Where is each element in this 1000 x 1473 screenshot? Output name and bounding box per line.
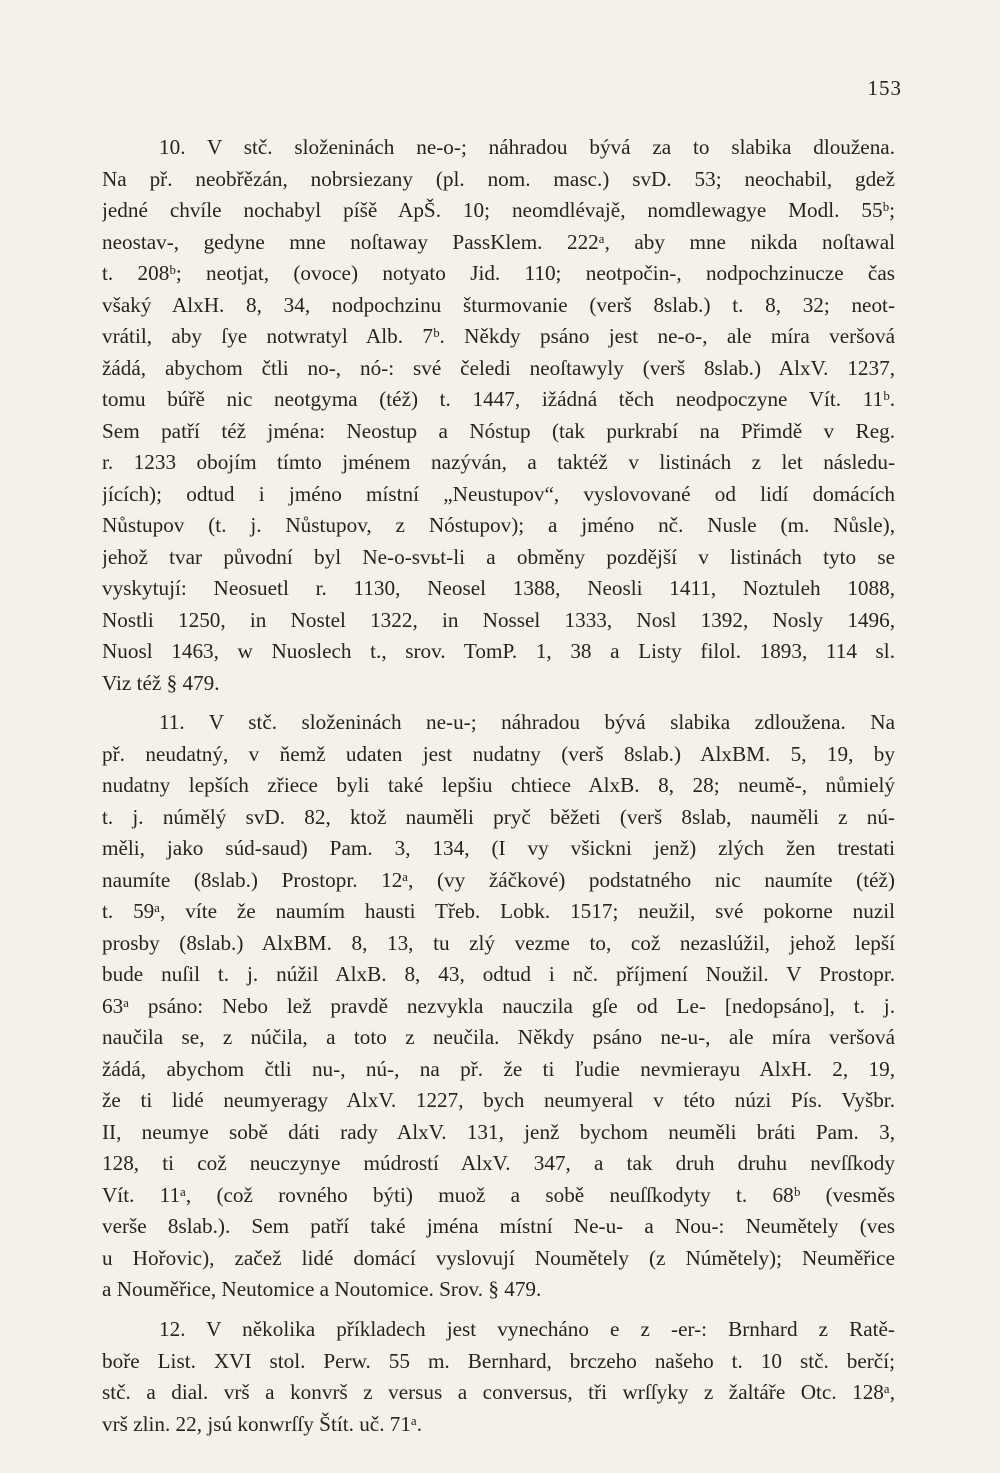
- text-line: bude nuſil t. j. núžil AlxB. 8, 43, odtud i nč. příjmení Noužil. V Prostopr.: [102, 962, 895, 986]
- text-line: a Nouměřice, Neutomice a Noutomice. Srov. § 479.: [102, 1277, 542, 1301]
- text-line: r. 1233 obojím tímto jménem nazýván, a taktéž v listinách z let následu-: [102, 450, 895, 474]
- text-line: nudatny lepších zřiece byli také lepšiu chtiece AlxB. 8, 28; neumě-, nůmielý: [102, 773, 895, 797]
- text-line: stč. a dial. vrš a konvrš z versus a conversus, tři wrſſyky z žaltáře Otc. 128ᵃ,: [102, 1380, 895, 1404]
- text-line: boře List. XVI stol. Perw. 55 m. Bernhard, brczeho našeho t. 10 stč. berčí;: [102, 1348, 895, 1373]
- text-line: u Hořovic), začež lidé domácí vyslovují Noumětely (z Númětely); Neuměřice: [102, 1245, 895, 1270]
- page-number: 153: [867, 76, 902, 100]
- text-line: 63ᵃ psáno: Nebo lež pravdě nezvykla nauczila gſe od Le- [nedopsáno], t. j.: [102, 993, 895, 1018]
- text-line: vrš zlin. 22, jsú konwrſſy Štít. uč. 71ᵃ.: [102, 1411, 423, 1436]
- text-line: vrátil, aby ſye notwratyl Alb. 7ᵇ. Někdy psáno jest ne-o-, ale míra veršová: [102, 324, 895, 348]
- text-line: žádá, abychom čtli nu-, nú-, na př. že ti ľudie nevmierayu AlxH. 2, 19,: [102, 1056, 895, 1081]
- text-line: Vít. 11ᵃ, (což rovného býti) muož a sobě neuſſkodyty t. 68ᵇ (vesměs: [102, 1182, 895, 1207]
- text-line: jících); odtud i jméno místní „Neustupov“, vyslovované od lidí domácích: [102, 481, 895, 506]
- text-line: vyskytují: Neosuetl r. 1130, Neosel 1388, Neosli 1411, Noztuleh 1088,: [102, 576, 895, 600]
- text-line: naumíte (8slab.) Prostopr. 12ᵃ, (vy žáčkové) podstatného nic naumíte (též): [102, 867, 895, 892]
- text-line: t. 208ᵇ; neotjat, (ovoce) notyato Jid. 110; neotpočin-, nodpochzinucze čas: [102, 261, 895, 285]
- text-line: naučila se, z núčila, a toto z neučila. Někdy psáno ne-u-, ale míra veršová: [102, 1025, 895, 1049]
- text-line: 11. V stč. složeninách ne-u-; náhradou bývá slabika zdloužena. Na: [159, 710, 895, 734]
- text-line: II, neumye sobě dáti rady AlxV. 131, jenž bychom neuměli bráti Pam. 3,: [102, 1119, 895, 1144]
- text-line: Nostli 1250, in Nostel 1322, in Nossel 1333, Nosl 1392, Nosly 1496,: [102, 607, 895, 632]
- text-line: Viz též § 479.: [102, 670, 220, 695]
- text-line: neostav-, gedyne mne noſtaway PassKlem. 222ᵃ, aby mne nikda noſtawal: [102, 229, 895, 254]
- text-line: verše 8slab.). Sem patří také jména místní Ne-u- a Nou-: Neumětely (ves: [102, 1214, 895, 1238]
- text-line: 10. V stč. složeninách ne-o-; náhradou bývá za to slabika dloužena.: [159, 135, 895, 159]
- text-line: t. j. númělý svD. 82, ktož nauměli pryč běžeti (verš 8slab, nauměli z nú-: [102, 804, 895, 829]
- text-line: žádá, abychom čtli no-, nó-: své čeledi neoſtawyly (verš 8slab.) AlxV. 1237,: [102, 355, 895, 380]
- text-line: t. 59ᵃ, víte že naumím hausti Třeb. Lobk. 1517; neužil, své pokorne nuzil: [102, 899, 895, 923]
- text-line: Nůstupov (t. j. Nůstupov, z Nóstupov); a jméno nč. Nusle (m. Nůsle),: [102, 513, 895, 537]
- text-line: jehož tvar původní byl Ne-o-svьt-li a obměny pozdější v listinách tyto se: [102, 544, 895, 569]
- text-line: že ti lidé neumyeragy AlxV. 1227, bych neumyeral v této núzi Pís. Vyšbr.: [102, 1088, 895, 1112]
- text-line: všaký AlxH. 8, 34, nodpochzinu šturmovanie (verš 8slab.) t. 8, 32; neot-: [102, 292, 895, 317]
- text-line: Nuosl 1463, w Nuoslech t., srov. TomP. 1, 38 a Listy filol. 1893, 114 sl.: [102, 639, 895, 663]
- text-line: Na př. neobřězán, nobrsiezany (pl. nom. masc.) svD. 53; neochabil, gdež: [102, 166, 895, 191]
- text-line: Sem patří též jména: Neostup a Nóstup (tak purkrabí na Přimdě v Reg.: [102, 418, 895, 443]
- text-line: tomu búřě nic neotgyma (též) t. 1447, ižádná těch neodpoczyne Vít. 11ᵇ.: [102, 387, 895, 411]
- text-line: př. neudatný, v ňemž udaten jest nudatny (verš 8slab.) AlxBM. 5, 19, by: [102, 741, 895, 766]
- text-line: měli, jako súd-saud) Pam. 3, 134, (I vy všickni jenž) zlých žen trestati: [102, 836, 895, 860]
- text-line: 128, ti což neuczynye múdrostí AlxV. 347, a tak druh druhu nevſſkody: [102, 1151, 895, 1175]
- text-line: jedné chvíle nochabyl píšě ApŠ. 10; neomdlévajě, nomdlewagye Modl. 55ᵇ;: [102, 198, 895, 222]
- text-line: 12. V několika příkladech jest vynecháno e z -er-: Brnhard z Ratě-: [159, 1317, 895, 1341]
- text-line: prosby (8slab.) AlxBM. 8, 13, tu zlý vezme to, což nezaslúžil, jehož lepší: [102, 930, 895, 955]
